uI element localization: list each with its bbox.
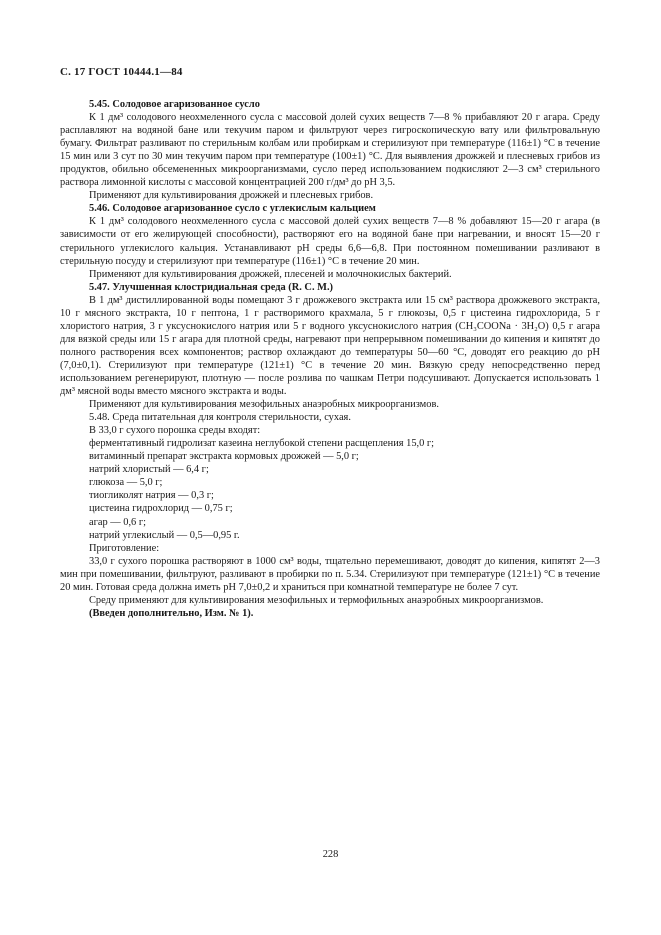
composition-item: цистеина гидрохлорид — 0,75 г;: [89, 503, 233, 515]
preparation-label: Приготовление:: [89, 542, 160, 554]
paragraph: Применяют для культивирования дрожжей, плесеней и молочнокислых бактерий.: [89, 268, 452, 280]
document-body: [60, 98, 600, 620]
page-number: 228: [322, 849, 339, 860]
section-heading-5-48: 5.48. Среда питательная для контроля стерильности, сухая.: [89, 412, 351, 424]
composition-item: натрий углекислый — 0,5—0,95 г.: [89, 529, 240, 541]
composition-item: тиогликолят натрия — 0,3 г;: [89, 490, 214, 502]
section-heading-5-45: 5.45. Солодовое агаризованное сусло: [89, 99, 260, 110]
paragraph: 33,0 г сухого порошка растворяют в 1000 см³ воды, тщательно перемешивают, доводят до кипения, кипятят 2—3 мин при помешивании, фильтруют, разливают в пробирки по п. 5.34. Стерилизуют при температуре (121±1) °С в течение 20 мин. Готовая среда должна иметь рН 7,0±0,2 и храниться при комнатной температуре не более 7 сут.: [60, 555, 600, 593]
paragraph: Применяют для культивирования мезофильных анаэробных микроорганизмов.: [89, 399, 439, 411]
paragraph: К 1 дм³ солодового неохмеленного сусла с массовой долей сухих веществ 7—8 % добавляют 15—20 г агара (в зависимости от его желирующей способности), растворяют его на водяной бане при нагревании, и вносят 15—20 г стерильного углекислого кальция. Устанавливают рН среды 6,6—6,8. При постоянном помешивании разливают в стерильную посуду и стерилизуют при температуре (116±1) °С в течение 20 мин.: [60, 216, 600, 267]
section-heading-5-47: 5.47. Улучшенная клостридиальная среда (R. C. M.): [89, 281, 334, 293]
page-header: С. 17 ГОСТ 10444.1—84: [60, 66, 183, 78]
composition-item: витаминный препарат экстракта кормовых дрожжей — 5,0 г;: [89, 451, 359, 463]
section-heading-5-46: 5.46. Солодовое агаризованное сусло с углекислым кальцием: [89, 203, 376, 215]
composition-intro: В 33,0 г сухого порошка среды входят:: [89, 425, 261, 437]
paragraph: К 1 дм³ солодового неохмеленного сусла с массовой долей сухих веществ 7—8 % прибавляют 20 г агара. Среду расплавляют на водяной бане или текучим паром и фильтруют через гигроскопическую вату или фильтровальную бумагу. Фильтрат разливают по стерильным колбам или пробиркам и стерилизуют при температуре (116±1) °С в течение 15 мин или 3 сут по 30 мин текучим паром при температуре (100±1) °С. Для выявления дрожжей и плесневых грибов из продуктов, обильно обсемененных микроорганизмами, сусло перед использованием подкисляют 2—3 см³ стерильного раствора лимонной кислоты с массовой концентрацией 200 г/дм³ до рН 3,5.: [60, 112, 600, 189]
composition-item: натрий хлористый — 6,4 г;: [89, 464, 209, 476]
amendment-note: (Введен дополнительно, Изм. № 1).: [89, 607, 254, 619]
composition-item: глюкоза — 5,0 г;: [89, 477, 163, 489]
composition-item: агар — 0,6 г;: [89, 516, 147, 528]
paragraph: Среду применяют для культивирования мезофильных и термофильных анаэробных микроорганизмов.: [89, 594, 544, 606]
composition-item: ферментативный гидролизат казеина неглубокой степени расщепления 15,0 г;: [89, 438, 435, 450]
paragraph: В 1 дм³ дистиллированной воды помещают 3 г дрожжевого экстракта или 15 см³ раствора дрожжевого экстракта, 10 г мясного экстракта, 10 г пептона, 1 г растворимого крахмала, 5 г глюкозы, 0,5 г цистеина гидрохлорида, 5 г хлористого натрия, 3 г уксуснокислого натрия или 5 г водного уксуснокислого натрия (CH₃COONa · 3H₂O) 0,5 г агара для вязкой среды или 15 г агара для плотной среды, нагревают при непрерывном помешивании до кипения и кипятят до полного растворения всех компонентов; раствор охлаждают до температуры 50—60 °С, доводят его реакцию до рН (7,0±0,1). Стерилизуют при температуре (121±1) °С в течение 20 мин. Вязкую среду непосредственно перед использованием регенерируют, плотную — после розлива по чашкам Петри подсушивают. Допускается использовать 1 дм³ мясной воды вместо мясного экстракта и воды.: [60, 294, 600, 398]
paragraph: Применяют для культивирования дрожжей и плесневых грибов.: [89, 190, 374, 202]
